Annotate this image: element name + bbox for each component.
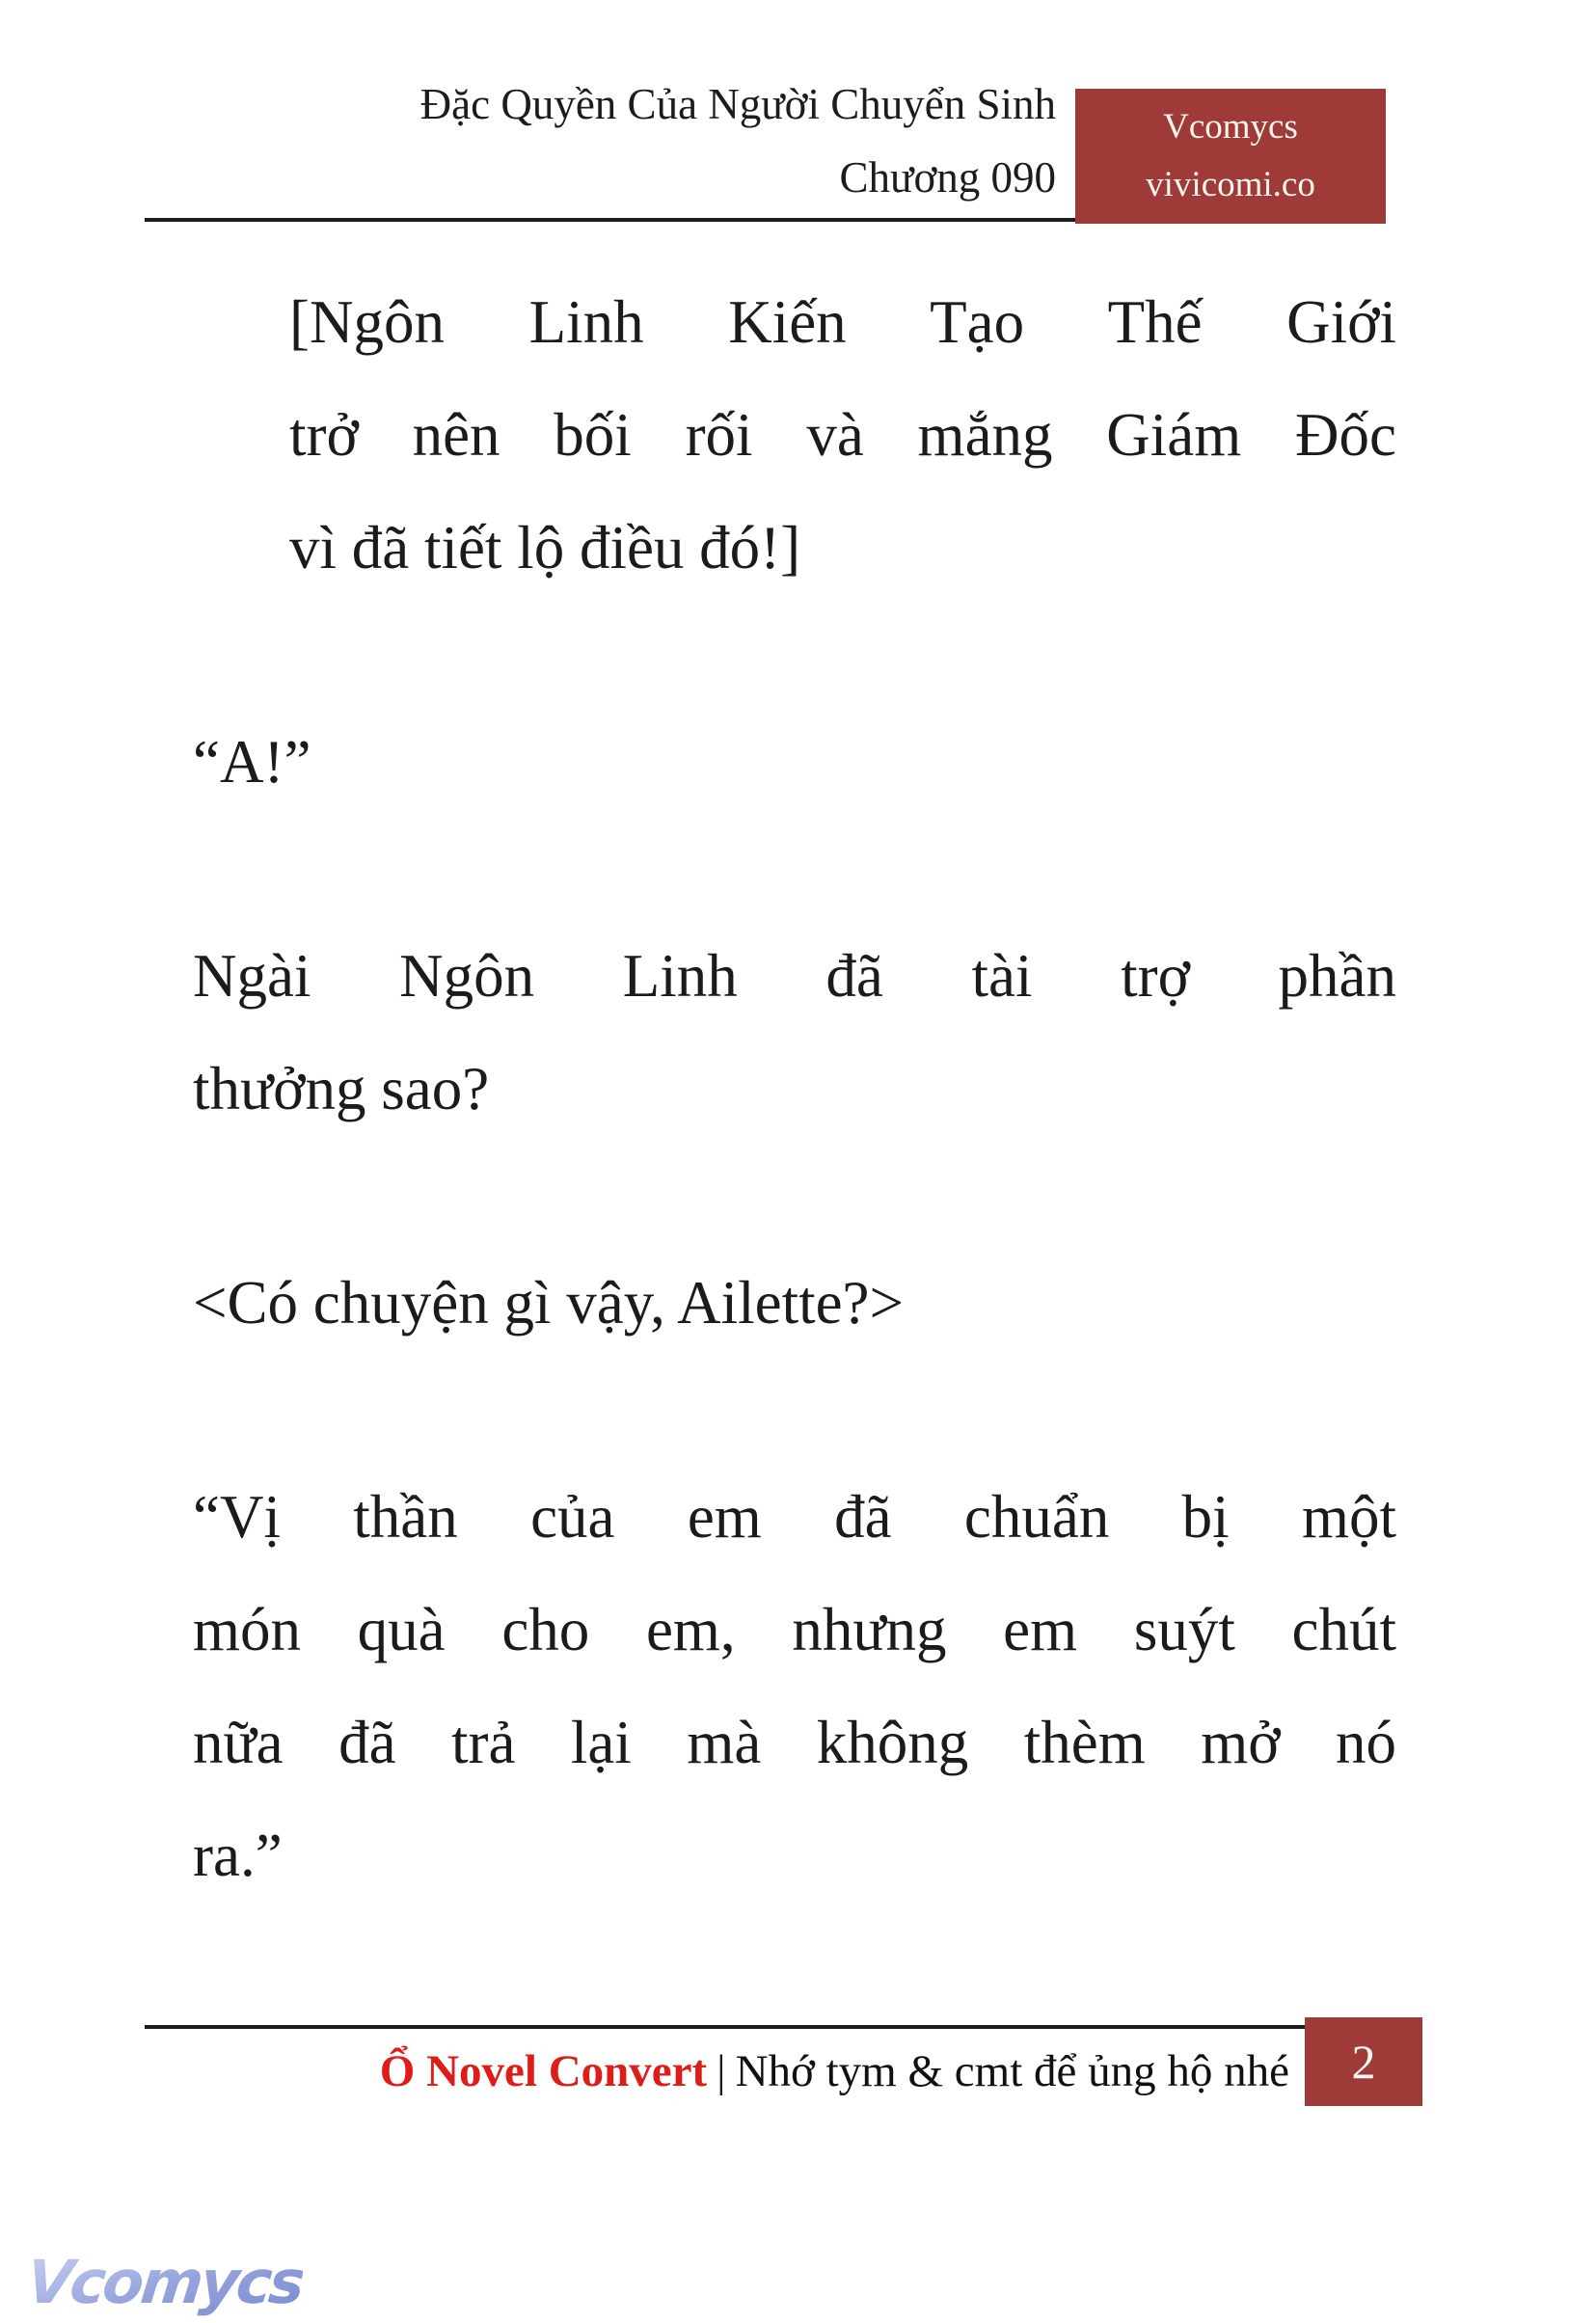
header <box>145 68 1386 222</box>
footer-brand: Ổ Novel Convert <box>379 2046 708 2096</box>
vcomycs-brand-badge <box>1075 89 1386 224</box>
header-titles <box>420 68 1075 218</box>
text-line: trở nên bối rối và mắng Giám Đốc <box>289 401 1396 469</box>
page-body <box>193 266 1396 1912</box>
text-line: nữa đã trả lại mà không thèm mở nó <box>193 1709 1396 1776</box>
footer <box>145 2025 1422 2106</box>
footer-message: Nhớ tym & cmt để ủng hộ nhé <box>735 2046 1289 2096</box>
paragraph-dialogue-angle <box>193 1247 1396 1360</box>
text-line: [Ngôn Linh Kiến Tạo Thế Giới <box>289 288 1396 356</box>
page-title: Đặc Quyền Của Người Chuyển Sinh <box>419 80 1056 128</box>
footer-text <box>380 2042 1289 2100</box>
text-line: vì đã tiết lộ điều đó!] <box>289 514 801 581</box>
paragraph-exclaim <box>193 706 1396 819</box>
text-line: ra.” <box>193 1822 283 1889</box>
paragraph-system-message <box>289 266 1396 605</box>
text-line: món quà cho em, nhưng em suýt chút <box>193 1596 1396 1663</box>
chapter-number: Chương 090 <box>839 153 1056 202</box>
brand-name: Vcomycs <box>1163 107 1298 147</box>
text-line: <Có chuyện gì vậy, Ailette?> <box>193 1269 905 1337</box>
paragraph-question <box>193 920 1396 1146</box>
page <box>0 68 1596 2323</box>
footer-separator: | <box>717 2046 726 2096</box>
vcomycs-watermark-logo: Vcomycs <box>23 2247 306 2317</box>
text-line: “A!” <box>193 728 311 796</box>
text-line: Ngài Ngôn Linh đã tài trợ phần <box>193 942 1396 1010</box>
paragraph-dialogue-quote <box>193 1461 1396 1912</box>
text-line: “Vị thần của em đã chuẩn bị một <box>193 1483 1396 1551</box>
page-number: 2 <box>1351 2035 1376 2089</box>
text-line: thưởng sao? <box>193 1055 490 1122</box>
brand-site: vivicomi.co <box>1146 165 1315 204</box>
page-number-badge <box>1305 2017 1422 2106</box>
